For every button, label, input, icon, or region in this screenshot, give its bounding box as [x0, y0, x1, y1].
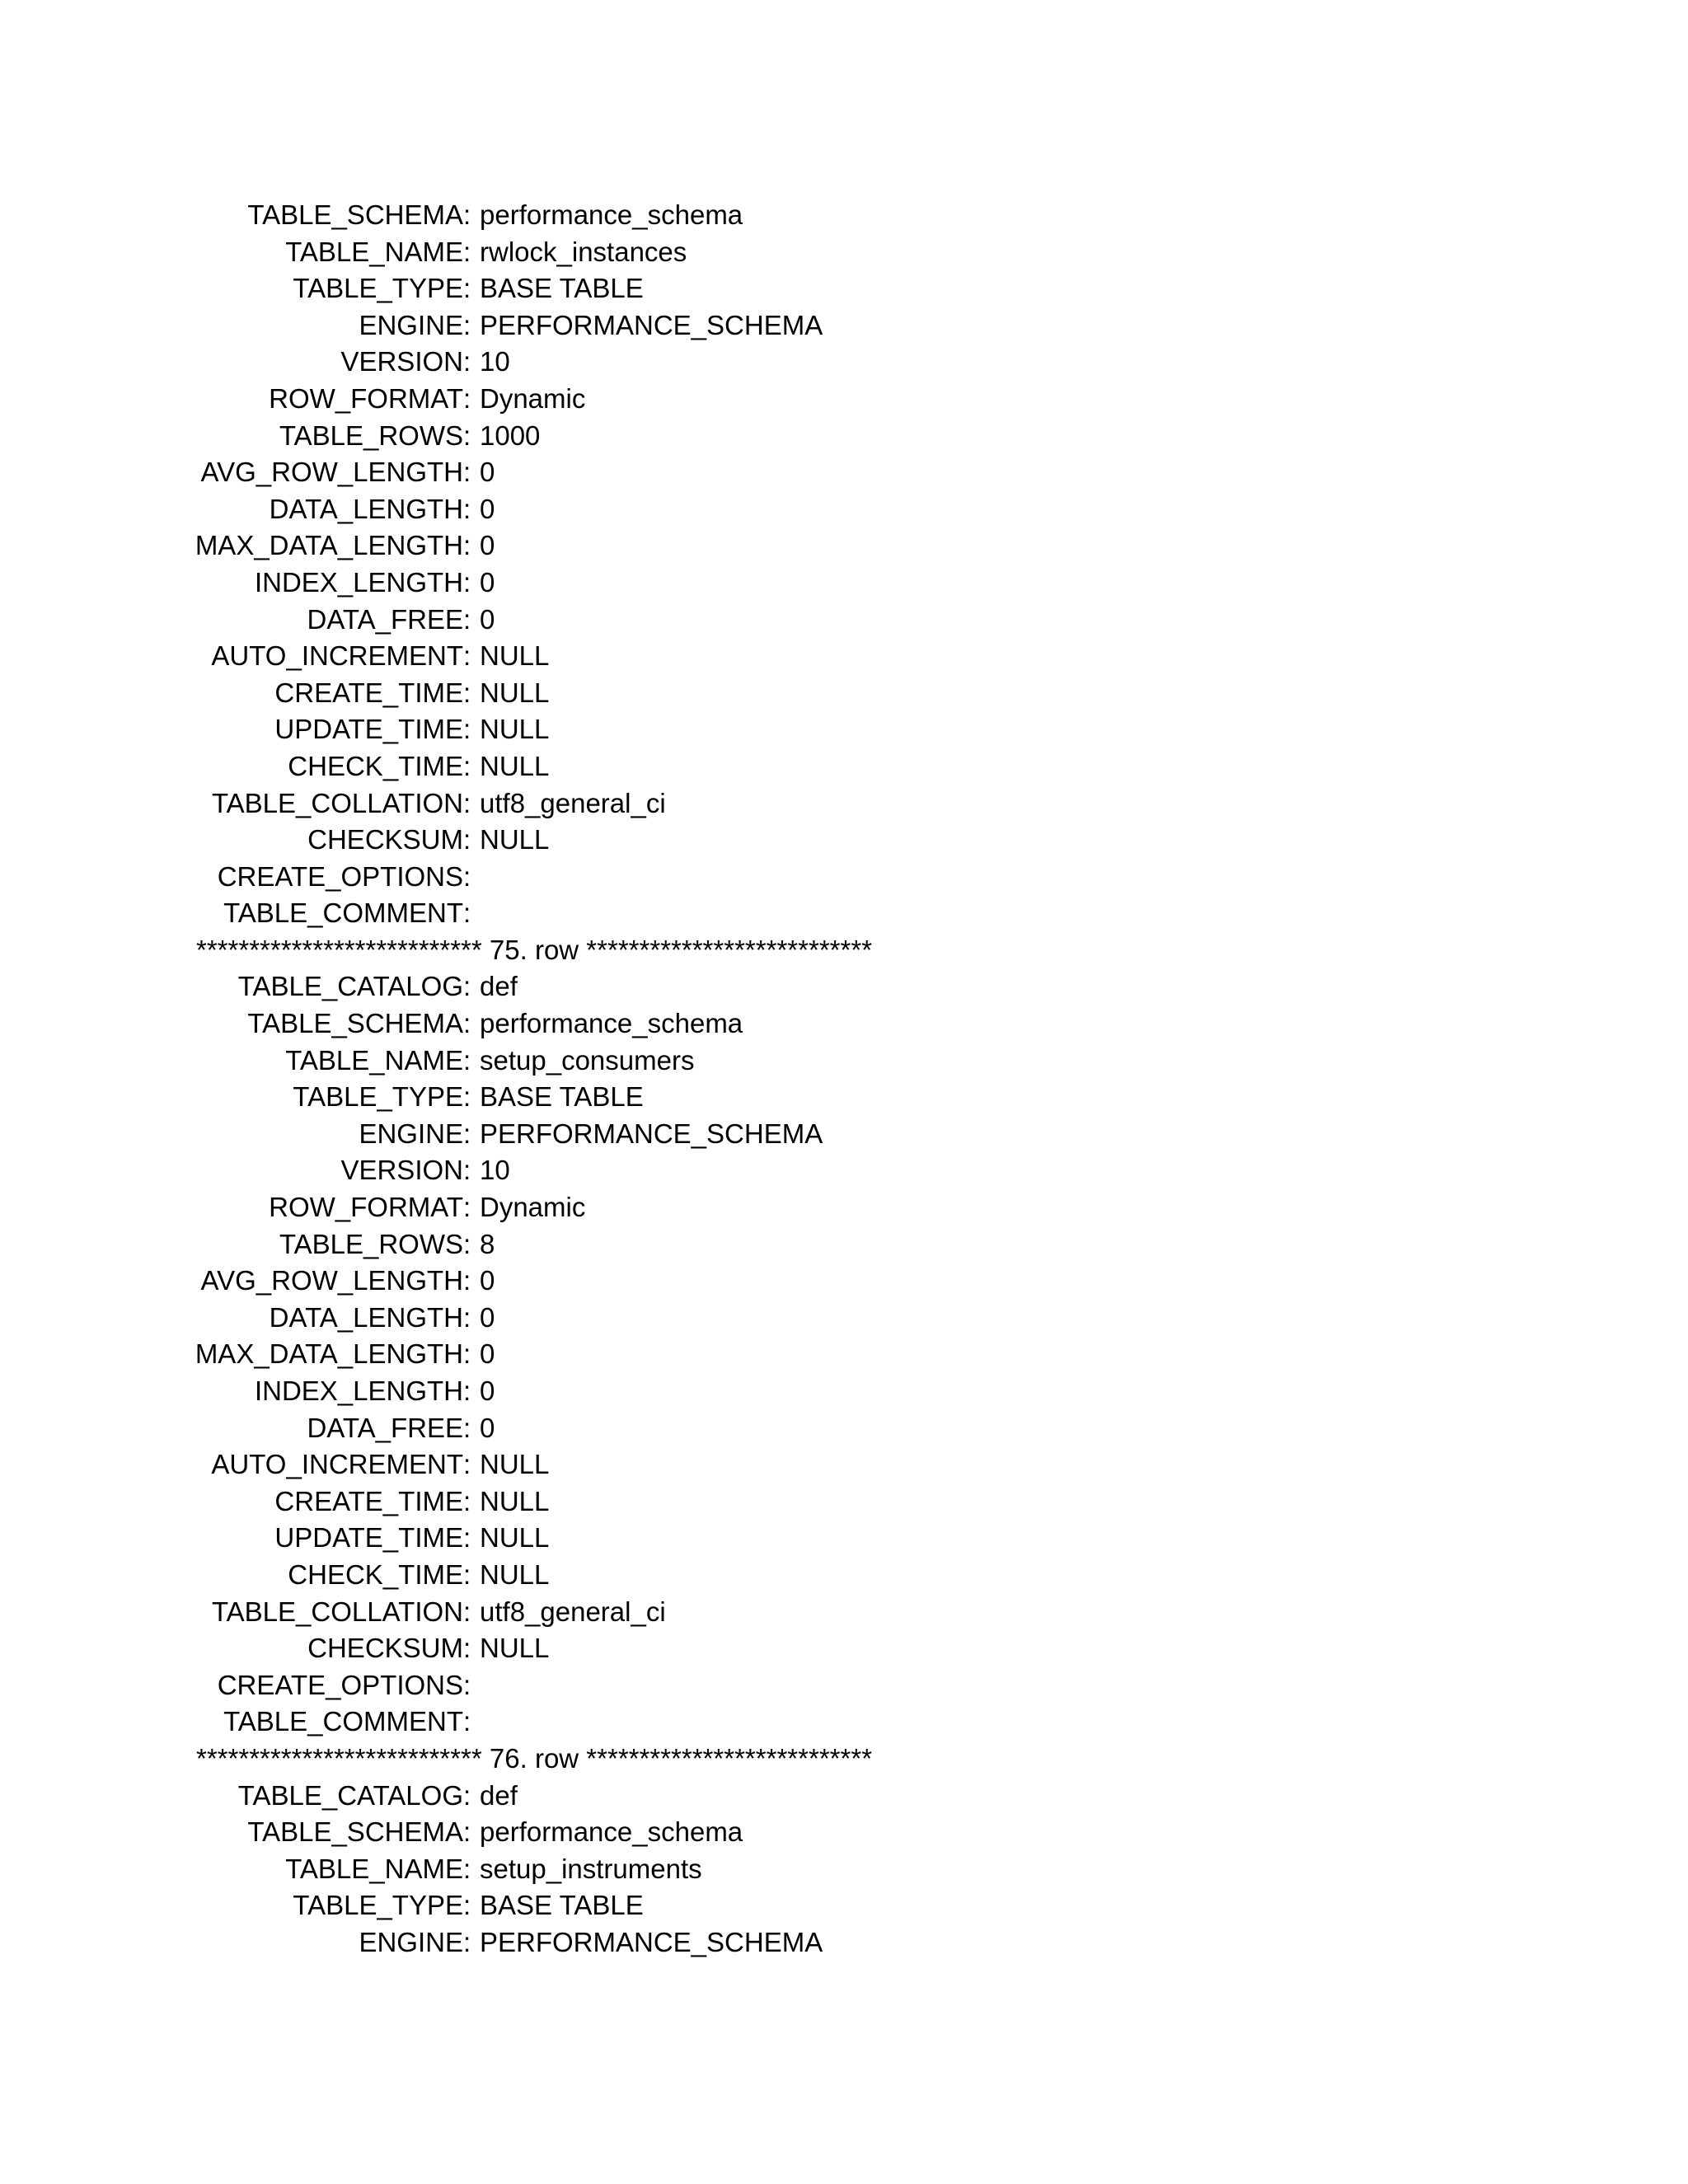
field-value: BASE TABLE [480, 1081, 644, 1113]
field-line [0, 1263, 1688, 1300]
field-value: 0 [480, 530, 495, 561]
field-key: TABLE_TYPE [293, 1081, 463, 1113]
field-value: 0 [480, 457, 495, 488]
field-colon: : [463, 1081, 471, 1113]
field-key: TABLE_COLLATION [211, 787, 463, 818]
field-colon: : [463, 1338, 471, 1370]
field-value: 8 [480, 1228, 495, 1259]
field-line [0, 1226, 1688, 1263]
field-line [0, 1189, 1688, 1226]
field-colon: : [463, 1301, 471, 1333]
field-colon: : [463, 971, 471, 1002]
field-value: def [480, 971, 518, 1002]
field-colon: : [463, 382, 471, 414]
field-colon: : [463, 1228, 471, 1259]
field-colon: : [463, 824, 471, 855]
field-colon: : [463, 1008, 471, 1039]
field-line [0, 381, 1688, 418]
field-colon: : [463, 1558, 471, 1590]
field-colon: : [463, 1706, 471, 1737]
field-line [0, 859, 1688, 896]
field-colon: : [463, 1779, 471, 1811]
field-key: TABLE_CATALOG [237, 1779, 463, 1811]
field-key: CHECKSUM [307, 824, 463, 855]
field-key: CREATE_OPTIONS [217, 1669, 463, 1700]
field-line [0, 675, 1688, 712]
field-colon: : [463, 1449, 471, 1480]
field-value: NULL [480, 640, 550, 672]
field-line [0, 270, 1688, 307]
field-key: CHECK_TIME [288, 1558, 463, 1590]
field-key: TABLE_NAME [285, 1044, 463, 1076]
field-value: NULL [480, 1558, 550, 1590]
field-key: CREATE_TIME [274, 677, 463, 708]
field-value: NULL [480, 714, 550, 745]
field-value: 0 [480, 1412, 495, 1443]
field-key: DATA_LENGTH [269, 1301, 463, 1333]
field-key: TABLE_SCHEMA [247, 1816, 463, 1848]
field-key: TABLE_ROWS [279, 419, 463, 451]
field-key: TABLE_NAME [285, 236, 463, 267]
field-key: UPDATE_TIME [274, 1522, 463, 1554]
field-line [0, 1924, 1688, 1961]
field-colon: : [463, 714, 471, 745]
field-key: ROW_FORMAT [269, 1192, 463, 1223]
field-line [0, 1005, 1688, 1043]
field-line [0, 1483, 1688, 1521]
field-value: Dynamic [480, 382, 586, 414]
field-line [0, 1520, 1688, 1557]
field-line [0, 307, 1688, 344]
field-line [0, 638, 1688, 675]
field-value: setup_instruments [480, 1853, 702, 1884]
field-line [0, 1410, 1688, 1447]
field-value: def [480, 1779, 518, 1811]
document-body [0, 197, 1688, 1961]
field-line [0, 1814, 1688, 1851]
field-line [0, 1079, 1688, 1116]
field-key: MAX_DATA_LENGTH [195, 1338, 463, 1370]
field-key: TABLE_NAME [285, 1853, 463, 1884]
field-colon: : [463, 603, 471, 635]
field-key: AVG_ROW_LENGTH [200, 1265, 463, 1296]
field-line [0, 1667, 1688, 1704]
field-value: setup_consumers [480, 1044, 695, 1076]
field-line [0, 1336, 1688, 1373]
field-key: DATA_FREE [307, 603, 463, 635]
field-key: TABLE_TYPE [293, 1890, 463, 1921]
field-key: CREATE_OPTIONS [217, 860, 463, 892]
field-value: PERFORMANCE_SCHEMA [480, 1118, 823, 1149]
field-value: NULL [480, 1522, 550, 1554]
field-line [0, 1851, 1688, 1888]
field-line [0, 1043, 1688, 1080]
field-line [0, 344, 1688, 381]
field-value: 0 [480, 603, 495, 635]
field-line [0, 527, 1688, 565]
field-colon: : [463, 1192, 471, 1223]
field-colon: : [463, 1376, 471, 1406]
field-key: INDEX_LENGTH [254, 566, 463, 598]
field-value: Dynamic [480, 1192, 586, 1223]
field-key: AUTO_INCREMENT [211, 640, 463, 672]
field-line [0, 418, 1688, 455]
field-value: performance_schema [480, 1008, 743, 1039]
field-colon: : [463, 1485, 471, 1516]
field-colon: : [463, 236, 471, 267]
field-line [0, 565, 1688, 602]
field-key: CHECK_TIME [288, 750, 463, 781]
field-value: NULL [480, 750, 550, 781]
field-line [0, 968, 1688, 1005]
field-key: AVG_ROW_LENGTH [200, 457, 463, 488]
field-key: TABLE_ROWS [279, 1228, 463, 1259]
field-colon: : [463, 1596, 471, 1627]
field-value: 10 [480, 346, 510, 377]
field-value: 10 [480, 1155, 510, 1186]
field-key: DATA_FREE [307, 1412, 463, 1443]
field-key: TABLE_SCHEMA [247, 199, 463, 230]
field-colon: : [463, 677, 471, 708]
field-line [0, 602, 1688, 639]
field-value: performance_schema [480, 1816, 743, 1848]
field-value: PERFORMANCE_SCHEMA [480, 1926, 823, 1957]
field-value: 0 [480, 1265, 495, 1296]
field-value: PERFORMANCE_SCHEMA [480, 309, 823, 340]
field-key: ROW_FORMAT [269, 382, 463, 414]
field-key: AUTO_INCREMENT [211, 1449, 463, 1480]
row-separator [0, 1741, 1688, 1778]
field-value: BASE TABLE [480, 1890, 644, 1921]
field-line [0, 1630, 1688, 1667]
field-colon: : [463, 1522, 471, 1554]
field-key: ENGINE [359, 309, 463, 340]
field-key: TABLE_COLLATION [211, 1596, 463, 1627]
field-colon: : [463, 309, 471, 340]
field-value: rwlock_instances [480, 236, 687, 267]
field-value: 0 [480, 566, 495, 598]
field-key: ENGINE [359, 1926, 463, 1957]
field-line [0, 1300, 1688, 1337]
field-key: MAX_DATA_LENGTH [195, 530, 463, 561]
field-line [0, 895, 1688, 932]
field-value: utf8_general_ci [480, 1596, 666, 1627]
field-key: TABLE_CATALOG [237, 971, 463, 1002]
field-colon: : [463, 1118, 471, 1149]
field-key: TABLE_SCHEMA [247, 1008, 463, 1039]
field-key: ENGINE [359, 1118, 463, 1149]
field-colon: : [463, 860, 471, 892]
field-colon: : [463, 1816, 471, 1848]
field-colon: : [463, 1890, 471, 1921]
field-line [0, 1116, 1688, 1153]
field-value: NULL [480, 1485, 550, 1516]
field-colon: : [463, 898, 471, 929]
field-line [0, 1778, 1688, 1815]
row-separator-text: *************************** 76. row *************************** [196, 1742, 873, 1774]
field-key: DATA_LENGTH [269, 493, 463, 524]
field-key: TABLE_COMMENT [223, 898, 463, 929]
field-key: VERSION [340, 346, 463, 377]
field-line [0, 491, 1688, 528]
field-colon: : [463, 1926, 471, 1957]
field-key: CHECKSUM [307, 1633, 463, 1664]
field-key: CREATE_TIME [274, 1485, 463, 1516]
field-colon: : [463, 530, 471, 561]
field-line [0, 711, 1688, 748]
field-line [0, 1704, 1688, 1741]
field-value: 0 [480, 1376, 495, 1406]
field-colon: : [463, 493, 471, 524]
field-colon: : [463, 1669, 471, 1700]
field-line [0, 454, 1688, 491]
field-line [0, 822, 1688, 859]
field-colon: : [463, 1265, 471, 1296]
field-colon: : [463, 1853, 471, 1884]
field-line [0, 1152, 1688, 1189]
field-value: NULL [480, 824, 550, 855]
field-value: 1000 [480, 419, 541, 451]
field-colon: : [463, 419, 471, 451]
field-key: INDEX_LENGTH [254, 1376, 463, 1406]
field-line [0, 1446, 1688, 1483]
field-colon: : [463, 1044, 471, 1076]
field-key: TABLE_COMMENT [223, 1706, 463, 1737]
field-line [0, 1887, 1688, 1924]
field-key: VERSION [340, 1155, 463, 1186]
field-colon: : [463, 199, 471, 230]
field-colon: : [463, 1412, 471, 1443]
field-colon: : [463, 1155, 471, 1186]
field-line [0, 234, 1688, 271]
field-value: utf8_general_ci [480, 787, 666, 818]
field-value: BASE TABLE [480, 273, 644, 304]
field-line [0, 1594, 1688, 1631]
field-value: performance_schema [480, 199, 743, 230]
field-colon: : [463, 787, 471, 818]
field-line [0, 785, 1688, 823]
field-colon: : [463, 457, 471, 488]
field-value: NULL [480, 677, 550, 708]
field-key: TABLE_TYPE [293, 273, 463, 304]
field-colon: : [463, 640, 471, 672]
field-line [0, 1373, 1688, 1410]
field-colon: : [463, 1633, 471, 1664]
row-separator-text: *************************** 75. row *************************** [196, 934, 873, 965]
field-value: 0 [480, 1338, 495, 1370]
field-value: 0 [480, 1301, 495, 1333]
field-colon: : [463, 273, 471, 304]
field-value: 0 [480, 493, 495, 524]
row-separator [0, 932, 1688, 969]
field-key: UPDATE_TIME [274, 714, 463, 745]
field-colon: : [463, 566, 471, 598]
field-line [0, 197, 1688, 234]
field-value: NULL [480, 1449, 550, 1480]
field-line [0, 1557, 1688, 1594]
field-value: NULL [480, 1633, 550, 1664]
field-colon: : [463, 346, 471, 377]
field-colon: : [463, 750, 471, 781]
field-line [0, 748, 1688, 785]
